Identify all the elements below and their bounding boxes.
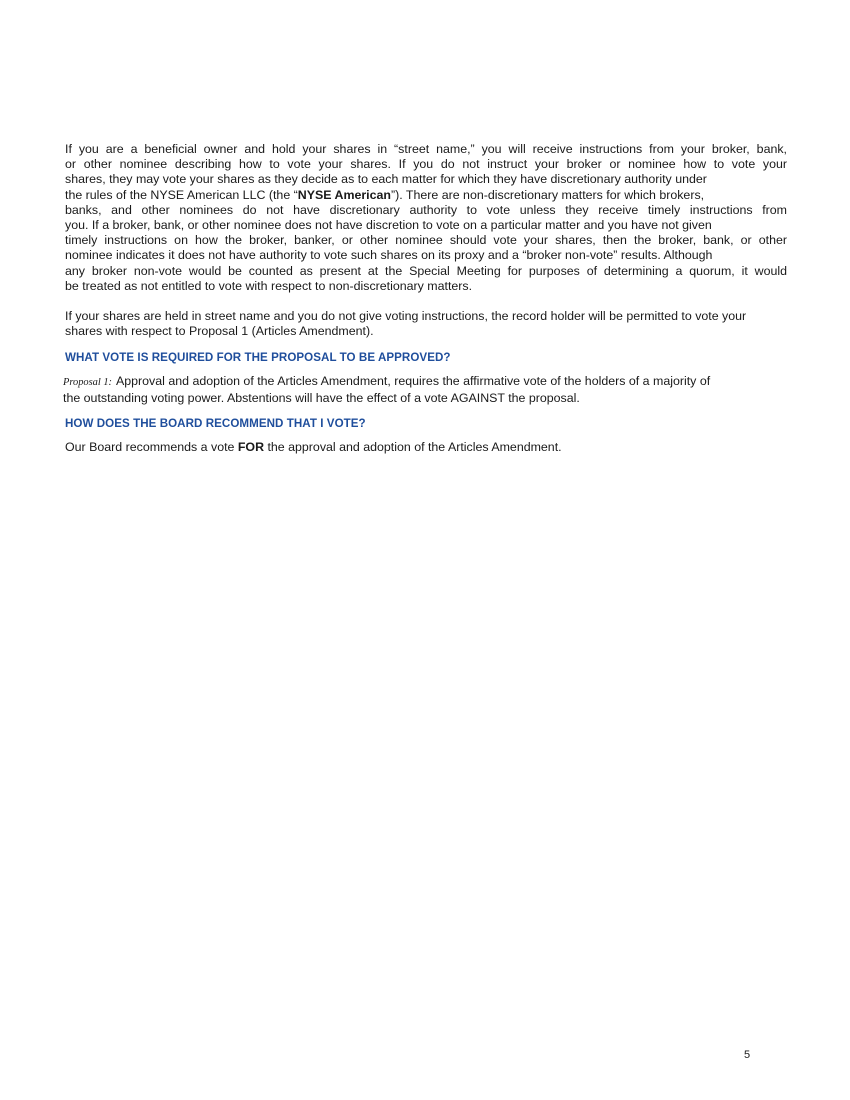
text-line: [65, 374, 787, 390]
document-body: [65, 142, 787, 455]
text-segment: the rules of the NYSE American LLC (the “: [65, 187, 298, 202]
text-segment: ”). There are non-discretionary matters for which brokers,: [390, 187, 705, 202]
vote-required-heading: WHAT VOTE IS REQUIRED FOR THE PROPOSAL TO BE APPROVED?: [65, 351, 451, 365]
text-line: If you are a beneficial owner and hold your shares in “street name,” you will receive instructions from your broker, bank,: [65, 142, 787, 156]
proposal-1-paragraph: [65, 374, 787, 405]
text-line: be treated as not entitled to vote with respect to non-discretionary matters.: [65, 278, 473, 293]
text-line: or other nominee describing how to vote your shares. If you do not instruct your broker or nominee how to vote your: [65, 157, 787, 172]
page-number: 5: [744, 1049, 751, 1061]
text-line: If your shares are held in street name and you do not give voting instructions, the record holder will be permitted to vote your: [65, 309, 747, 324]
text-segment: Our Board recommends a vote: [65, 439, 238, 454]
nyse-american-term: NYSE American: [297, 187, 391, 202]
text-line: shares with respect to Proposal 1 (Articles Amendment).: [65, 324, 374, 339]
text-line: banks, and other nominees do not have discretionary authority to vote unless they receive timely instructions from: [65, 202, 787, 217]
text-segment: the approval and adoption of the Articles Amendment.: [264, 439, 562, 454]
text-line: any broker non-vote would be counted as present at the Special Meeting for purposes of determining a quorum, it would: [65, 263, 787, 278]
proposal-1-label: Proposal 1:: [63, 377, 112, 389]
text-line: [65, 188, 787, 203]
text-line: [65, 440, 787, 455]
text-line: the outstanding voting power. Abstentions will have the effect of a vote AGAINST the proposal.: [63, 390, 580, 405]
for-emphasis: FOR: [237, 439, 265, 454]
text-line: shares, they may vote your shares as they decide as to each matter for which they have discretionary authority under: [65, 172, 707, 187]
board-recommendation-paragraph: [65, 440, 787, 455]
text-segment: Approval and adoption of the Articles Amendment, requires the affirmative vote of the holders of a majority of: [115, 374, 711, 389]
text-line: nominee indicates it does not have authority to vote such shares on its proxy and a “broker non-vote” results. Although: [65, 248, 713, 263]
beneficial-owner-paragraph: [65, 142, 787, 294]
board-recommendation-heading: HOW DOES THE BOARD RECOMMEND THAT I VOTE?: [65, 416, 366, 430]
street-name-paragraph: [65, 309, 787, 339]
text-line: you. If a broker, bank, or other nominee does not have discretion to vote on a particular matter and you have not given: [65, 218, 712, 233]
text-line: timely instructions on how the broker, banker, or other nominee should vote your shares, then the broker, bank, or other: [65, 233, 787, 248]
